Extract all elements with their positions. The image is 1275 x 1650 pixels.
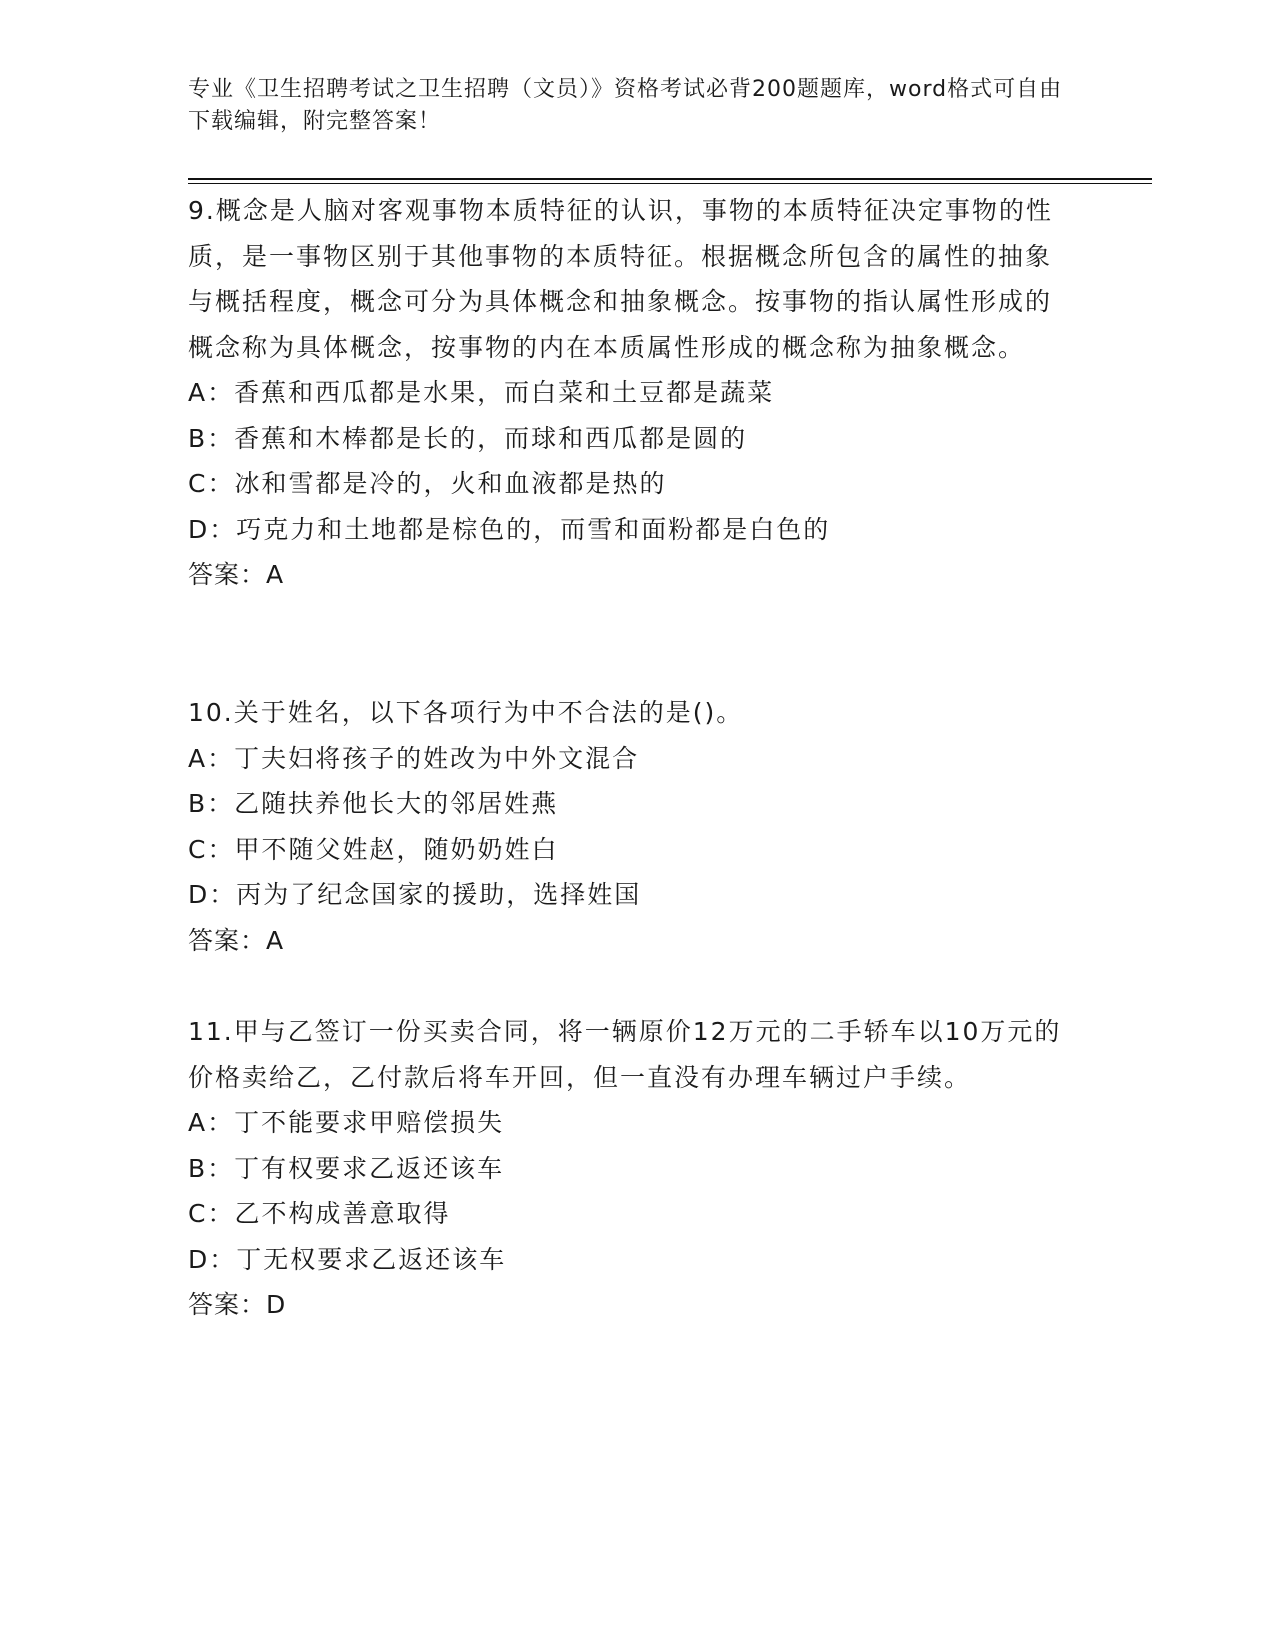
option-c: C：乙不构成善意取得 [188, 1199, 451, 1228]
option-d: D：丁无权要求乙返还该车 [188, 1244, 507, 1274]
answer: 答案：A [188, 925, 285, 955]
option-c: C：冰和雪都是冷的，火和血液都是热的 [188, 469, 667, 498]
question-9 [188, 188, 1068, 598]
option-b: B：丁有权要求乙返还该车 [188, 1153, 505, 1183]
answer: 答案：D [188, 1290, 287, 1319]
option-a: A：丁不能要求甲赔偿损失 [188, 1108, 505, 1137]
document-header: 专业《卫生招聘考试之卫生招聘（文员）》资格考试必背200题题库，word格式可自由下载编辑，附完整答案！ [188, 77, 1063, 134]
option-d: D：巧克力和土地都是棕色的，而雪和面粉都是白色的 [188, 514, 831, 544]
question-stem: 9.概念是人脑对客观事物本质特征的认识，事物的本质特征决定事物的性质，是一事物区别于其他事物的本质特征。根据概念所包含的属性的抽象与概括程度，概念可分为具体概念和抽象概念。按事物的指认属性形成的概念称为具体概念，按事物的内在本质属性形成的概念称为抽象概念。 [188, 196, 1053, 362]
question-stem: 11.甲与乙签订一份买卖合同，将一辆原价12万元的二手轿车以10万元的价格卖给乙，乙付款后将车开回，但一直没有办理车辆过户手续。 [188, 1017, 1062, 1092]
option-d: D：丙为了纪念国家的援助，选择姓国 [188, 880, 642, 909]
question-stem: 10.关于姓名，以下各项行为中不合法的是()。 [188, 698, 744, 727]
option-b: B：乙随扶养他长大的邻居姓燕 [188, 789, 559, 818]
question-10 [188, 690, 1068, 963]
option-a: A：香蕉和西瓜都是水果，而白菜和土豆都是蔬菜 [188, 378, 775, 407]
header-divider-thin [188, 183, 1152, 184]
header-divider-thick [188, 178, 1152, 180]
question-11 [188, 1009, 1068, 1328]
option-a: A：丁夫妇将孩子的姓改为中外文混合 [188, 743, 640, 773]
answer: 答案：A [188, 560, 285, 589]
option-b: B：香蕉和木棒都是长的，而球和西瓜都是圆的 [188, 423, 748, 453]
option-c: C：甲不随父姓赵，随奶奶姓白 [188, 834, 559, 864]
